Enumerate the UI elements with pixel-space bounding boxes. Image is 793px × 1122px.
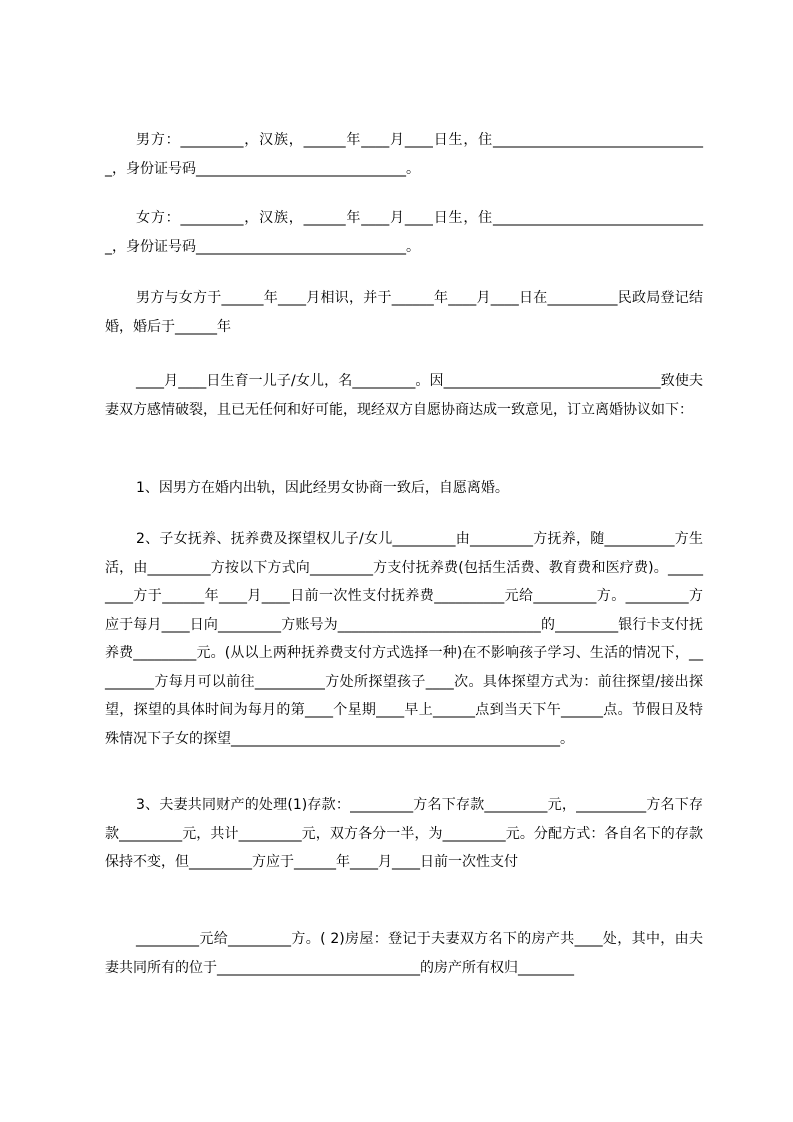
paragraph-marriage-registration: 男方与女方于______年____月相识，并于______年____月____日在__________民政局登记结婚，婚后于______年 — [105, 290, 703, 335]
paragraph-child-and-reason: ____月____日生育一儿子/女儿，名_________。因_______________________________致使夫妻双方感情破裂，且已无任何和好可能，现经双方自愿协商达成一致意见，订立离婚协议如下： — [105, 373, 703, 418]
paragraph-property-housing: _________元给_________方。( 2)房屋：登记于夫妻双方名下的房产共____处，其中，由夫妻共同所有的位于_____________________________的房产所有权归________ — [105, 931, 703, 976]
paragraph-husband-info: 男方：_________，汉族，______年____月____日生，住_______________________________，身份证号码______________________________。 — [105, 132, 703, 177]
paragraph-clause-2-child-custody: 2、子女抚养、抚养费及探望权儿子/女儿_________由_________方抚养，随__________方生活，由_________方按以下方式向_________方支付抚养费(包括生活费、教育费和医疗费)。_________方于______年____月____日前一次性支付抚养费__________元给_________方。_________方应于每月____日向_________方账号为_____________________________的_________银行卡支付抚养费_________元。(从以上两种抚养费支付方式选择一种)在不影响孩子学习、生活的情况下，_________方每月可以前往__________方处所探望孩子____次。具体探望方式为：前往探望/接出探望，探望的具体时间为每月的第____个星期____早上______点到当天下午______点。节假日及特殊情况下子女的探望_______________________________________________。 — [105, 531, 703, 747]
paragraph-clause-1-divorce: 1、因男方在婚内出轨，因此经男女协商一致后，自愿离婚。 — [136, 480, 509, 496]
paragraph-clause-3-joint-property: 3、夫妻共同财产的处理(1)存款：_________方名下存款_________元，__________方名下存款_________元，共计_________元，双方各分一半，为_________元。分配方式：各自名下的存款保持不变，但_________方应于______年____月____日前一次性支付 — [105, 797, 703, 870]
paragraph-wife-info: 女方：_________，汉族，______年____月____日生，住_______________________________，身份证号码______________________________。 — [105, 210, 703, 255]
